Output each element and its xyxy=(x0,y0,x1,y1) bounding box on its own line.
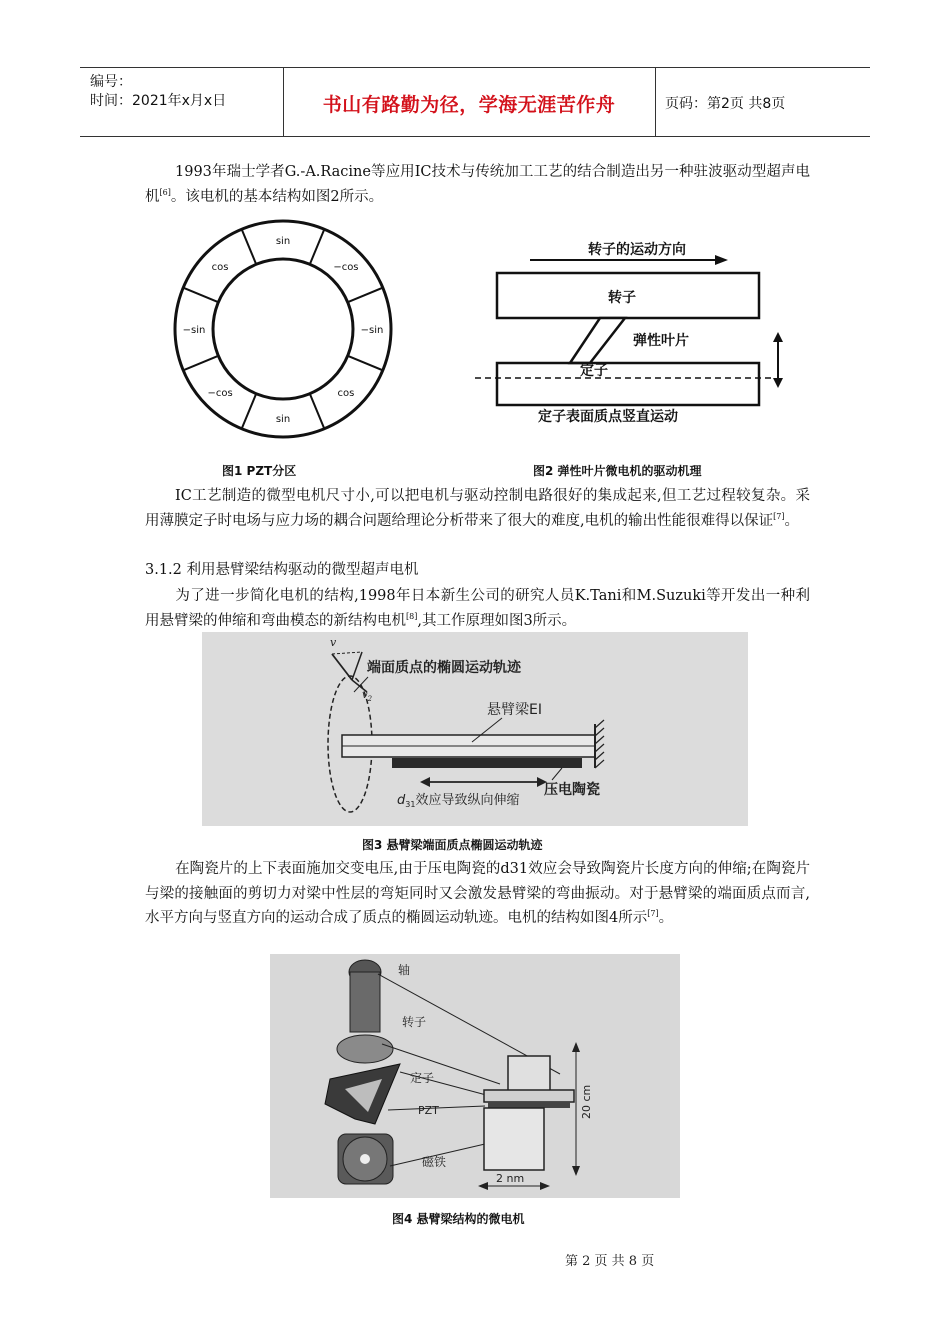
trajectory-label: 端面质点的椭圆运动轨迹 xyxy=(367,660,521,676)
arrowhead-up xyxy=(572,1042,580,1052)
width-label: 2 nm xyxy=(496,1172,525,1185)
segment-divider xyxy=(310,229,325,264)
paragraph-text: 。 xyxy=(784,512,799,529)
segment-label: −sin xyxy=(360,325,384,336)
paragraph-text: 为了进一步简化电机的结构,1998年日本新生公司的研究人员K.Tani和M.Suzuki等开发出一种利用悬臂梁的伸缩和弯曲模态的新结构电机 xyxy=(145,588,810,629)
paragraph-4 xyxy=(145,857,810,931)
figure-4-motor xyxy=(270,954,680,1198)
figure-1-caption: 图1 PZT分区 xyxy=(222,464,297,478)
paragraph-text: 在陶瓷片的上下表面施加交变电压,由于压电陶瓷的d31效应会导致陶瓷片长度方向的伸缩;在陶瓷片与梁的接触面的剪切力对梁中性层的弯矩同时又会激发悬臂梁的弯曲振动。对于悬臂梁的端面质点而言,水平方向与竖直方向的运动合成了质点的椭圆运动轨迹。电机的结构如图4所示 xyxy=(145,861,810,926)
segment-label: −cos xyxy=(207,387,233,399)
stator-motion-label: 定子表面质点竖直运动 xyxy=(538,409,678,425)
arrowhead-up xyxy=(773,332,783,342)
shaft-label: 轴 xyxy=(398,963,411,977)
inner-ring xyxy=(213,259,353,399)
figure-2-caption: 图2 弹性叶片微电机的驱动机理 xyxy=(533,464,702,478)
rotor-label: 转子 xyxy=(402,1015,427,1029)
segment-label: cos xyxy=(211,262,229,274)
header-motto: 书山有路勤为径，学海无涯苦作舟 xyxy=(322,94,616,116)
rotor-label: 转子 xyxy=(608,290,636,306)
page-header xyxy=(80,67,870,137)
citation: [7] xyxy=(647,909,659,919)
arrowhead-left xyxy=(420,777,430,787)
pzt-schematic xyxy=(488,1102,570,1108)
stator-label: 定子 xyxy=(410,1071,435,1085)
segment-divider xyxy=(348,288,383,303)
pzt-label: PZT xyxy=(418,1104,439,1117)
figure-1-pzt-ring xyxy=(168,214,398,444)
citation: [6] xyxy=(159,187,171,197)
shaft xyxy=(350,972,380,1032)
segment-divider xyxy=(242,229,257,264)
paragraph-text: IC工艺制造的微型电机尺寸小,可以把电机与驱动控制电路很好的集成起来,但工艺过程较复杂。采用薄膜定子时电场与应力场的耦合问题给理论分析带来了很大的难度,电机的输出性能很难得以保证 xyxy=(145,488,810,529)
segment-label: sin xyxy=(275,414,291,425)
paragraph-3 xyxy=(145,584,810,633)
paragraph-1 xyxy=(145,160,810,209)
paragraph-2 xyxy=(145,484,810,533)
rotor-disc xyxy=(337,1035,393,1063)
rotor-schematic xyxy=(508,1056,550,1092)
magnet-schematic xyxy=(484,1108,544,1170)
ceramic-label: 压电陶瓷 xyxy=(544,782,600,798)
citation: [7] xyxy=(773,511,785,521)
piezo-ceramic-plate xyxy=(392,758,582,768)
section-heading: 3.1.2 利用悬臂梁结构驱动的微型超声电机 xyxy=(145,562,419,578)
paragraph-text: 。该电机的基本结构如图2所示。 xyxy=(170,188,384,205)
arrowhead-down xyxy=(773,378,783,388)
header-divider xyxy=(655,68,656,136)
paragraph-text: ,其工作原理如图3所示。 xyxy=(417,612,577,629)
magnet-hole xyxy=(360,1154,370,1164)
paragraph-text: 1993年瑞士学者G.-A.Racine等应用IC技术与传统加工工艺的结合制造出另一种驻波驱动型超声电机 xyxy=(145,164,810,205)
rotor-direction-label: 转子的运动方向 xyxy=(588,242,686,258)
citation: [8] xyxy=(406,611,418,621)
arrowhead-right xyxy=(540,1182,550,1190)
vector-guide xyxy=(332,652,362,654)
header-meta xyxy=(90,73,226,111)
velocity-vector xyxy=(332,654,352,680)
segment-divider xyxy=(183,288,218,303)
arrowhead-down xyxy=(572,1166,580,1176)
header-number: 编号： xyxy=(90,74,132,90)
segment-label: −sin xyxy=(182,325,206,336)
page-footer: 第 2 页 共 8 页 xyxy=(565,1254,655,1269)
segment-divider xyxy=(348,356,383,371)
beam-label: 悬臂梁EI xyxy=(487,702,542,718)
paragraph-text: 。 xyxy=(658,910,674,926)
direction-arrowhead xyxy=(715,255,728,265)
figure-3-scan xyxy=(202,632,748,826)
stator-schematic xyxy=(484,1090,574,1102)
segment-divider xyxy=(242,394,257,429)
figure-4-scan xyxy=(270,954,680,1198)
stator-block xyxy=(497,363,759,405)
magnet-label: 磁铁 xyxy=(422,1155,447,1169)
elastic-blade xyxy=(570,318,625,363)
header-time: 时间：2021年x月x日 xyxy=(90,93,227,109)
outer-ring xyxy=(175,221,391,437)
figure-2-blade-motor xyxy=(470,228,790,428)
height-label: 20 cm xyxy=(580,1084,593,1119)
segment-label: cos xyxy=(337,387,355,399)
arrowhead-left xyxy=(478,1182,488,1190)
header-page-info: 页码：第2页 共8页 xyxy=(665,96,786,112)
v2-label: $v_2$ xyxy=(362,690,373,703)
figure-4-caption: 图4 悬臂梁结构的微电机 xyxy=(392,1212,525,1226)
v-label: v xyxy=(330,636,337,649)
segment-label: sin xyxy=(275,236,291,247)
segment-label: −cos xyxy=(333,262,359,274)
wall-hatching xyxy=(595,720,604,768)
blade-label: 弹性叶片 xyxy=(633,333,689,349)
segment-divider xyxy=(183,356,218,371)
segment-divider xyxy=(310,394,325,429)
figure-3-caption: 图3 悬臂梁端面质点椭圆运动轨迹 xyxy=(362,838,543,852)
velocity-vector xyxy=(352,652,362,680)
d31-effect-label: $d_{31}$效应导致纵向伸缩 xyxy=(397,793,520,809)
leader-line xyxy=(552,768,562,780)
stator-label: 定子 xyxy=(580,363,608,379)
figure-3-cantilever xyxy=(202,632,748,826)
